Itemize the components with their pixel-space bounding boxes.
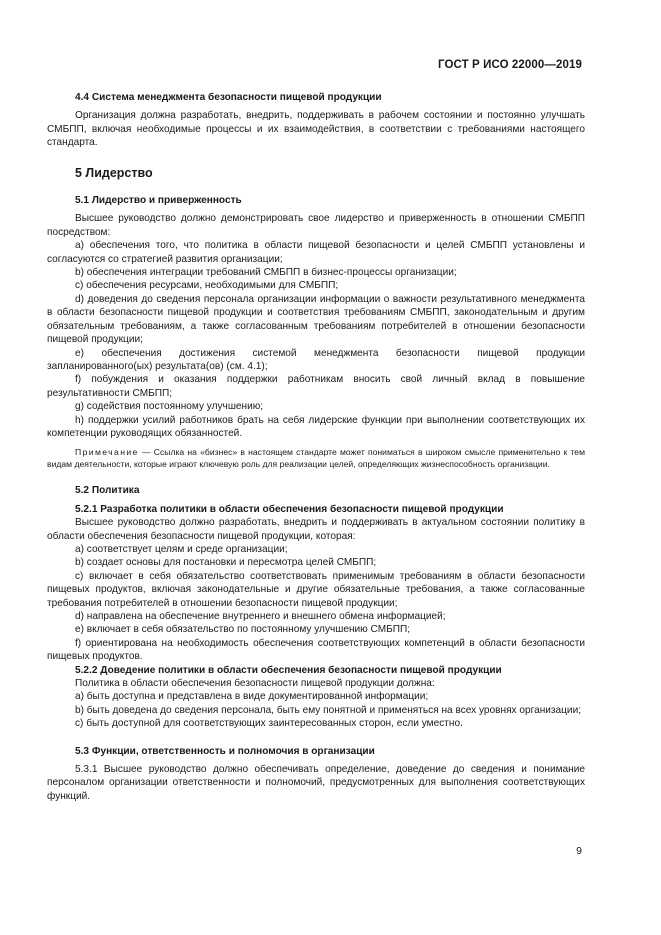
list-item: h) поддержки усилий работников брать на себя лидерские функции при выполнении соответствующих их компетенции руководящих обязанностей.: [47, 414, 585, 439]
section-5-1-heading: 5.1 Лидерство и приверженность: [75, 195, 242, 207]
section-5-2-heading: 5.2 Политика: [75, 485, 140, 497]
list-item: c) быть доступной для соответствующих заинтересованных сторон, если уместно.: [75, 718, 463, 730]
list-item: c) включает в себя обязательство соответствовать применимым требованиям в области безопасности пищевых продуктов, включая законодательные и другие обязательные требования, а также согласованные требования потребителей в отношении безопасности пищевой продукции;: [47, 570, 585, 609]
list-item: b) создает основы для постановки и пересмотра целей СМБПП;: [75, 557, 377, 569]
section-5-heading: 5 Лидерство: [75, 165, 153, 180]
list-item: f) побуждения и оказания поддержки работникам вносить свой личный вклад в повышение результативности СМБПП;: [47, 374, 585, 399]
list-item: f) ориентирована на необходимость обеспечения соответствующих компетенций в области безопасности пищевых продуктов.: [47, 637, 585, 663]
list-item: a) быть доступна и представлена в виде документированной информации;: [75, 691, 429, 703]
section-5-3-heading: 5.3 Функции, ответственность и полномочия в организации: [75, 745, 375, 757]
section-5-2-1-heading: 5.2.1 Разработка политики в области обеспечения безопасности пищевой продукции: [75, 503, 504, 515]
list-item: d) направлена на обеспечение внутреннего и внешнего обмена информацией;: [75, 611, 446, 622]
list-item: g) содействия постоянному улучшению;: [75, 401, 264, 413]
list-item: b) обеспечения интеграции требований СМБПП в бизнес-процессы организации;: [75, 267, 457, 279]
list-item: b) быть доведена до сведения персонала, быть ему понятной и применяться на всех уровнях организации;: [75, 704, 582, 716]
list-item: c) обеспечения ресурсами, необходимыми для СМБПП;: [75, 280, 339, 292]
section-4-4-heading: 4.4 Система менеджмента безопасности пищевой продукции: [75, 92, 382, 103]
list-item: a) обеспечения того, что политика в области пищевой безопасности и целей СМБПП установлены и согласуются со стратегией развития организации;: [47, 240, 585, 265]
section-5-2-2-heading: 5.2.2 Доведение политики в области обеспечения безопасности пищевой продукции: [75, 664, 502, 676]
list-item: d) доведения до сведения персонала организации информации о важности результативного менеджмента в области безопасности пищевой продукции и соответствия требованиям СМБПП, законодательным и другим обязательным требованиям, а также согласованным требованиям потребителей в отношении безопасности пищевой продукции;: [47, 293, 585, 346]
list-item: e) обеспечения достижения системой менеджмента безопасности пищевой продукции запланированного(ых) результата(ов) (см. 4.1);: [47, 347, 585, 372]
section-4-4-text: Организация должна разработать, внедрить, поддерживать в рабочем состоянии и постоянно улучшать СМБПП, включая необходимые процессы и их взаимодействия, в соответствии с требованиями настоящего стандарта.: [47, 110, 585, 149]
section-5-1-intro: Высшее руководство должно демонстрировать свое лидерство и приверженность в отношении СМБПП посредством:: [47, 213, 585, 238]
section-5-1-note: [47, 446, 585, 470]
section-5-2-1-intro: Высшее руководство должно разработать, внедрить и поддерживать в актуальном состоянии политику в области обеспечения безопасности пищевой продукции, которая:: [47, 517, 585, 542]
list-item: a) соответствует целям и среде организации;: [75, 543, 288, 555]
document-header: ГОСТ Р ИСО 22000—2019: [437, 59, 582, 71]
section-5-2-2-intro: Политика в области обеспечения безопасности пищевой продукции должна:: [75, 678, 435, 690]
section-5-3-1-text: 5.3.1 Высшее руководство должно обеспечивать определение, доведение до сведения и понимание персоналом организации ответственности и полномочий, предусмотренных для выполнения соответствующих функций.: [47, 764, 585, 802]
page-content: [47, 91, 585, 803]
page-number: 9: [576, 845, 582, 857]
note-label: Примечание: [75, 447, 139, 458]
note-text: — Ссылка на «бизнес» в настоящем стандарте может пониматься в широком смысле применительно к тем видам деятельности, которые играют ключевую роль для реализации целей, определяющих жизнеспособность организации.: [47, 447, 585, 470]
list-item: e) включает в себя обязательство по постоянному улучшению СМБПП;: [75, 624, 411, 636]
